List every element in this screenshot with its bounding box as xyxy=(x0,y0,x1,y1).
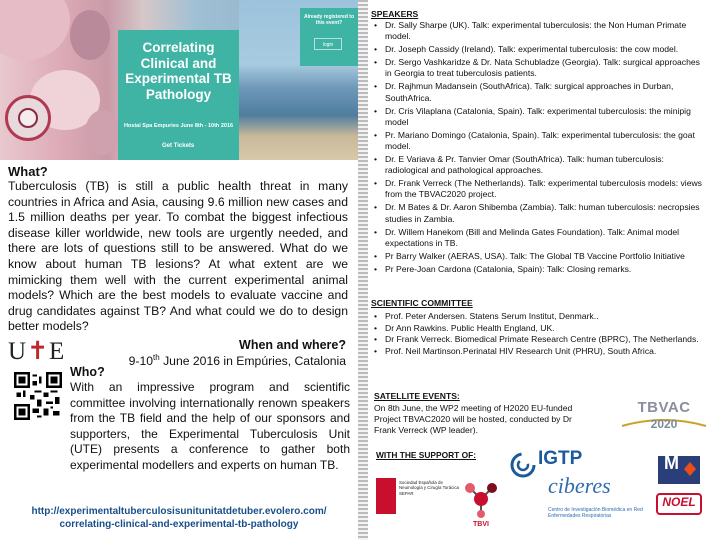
speaker-item: • Dr. Sergo Vashkaridze & Dr. Nata Schubladze (Georgia). Talk: surgical approaches in Georgia to treat tuberculosis patients. xyxy=(368,57,708,79)
when-heading: When and where? xyxy=(239,338,346,352)
left-panel xyxy=(0,0,358,540)
support-heading: WITH THE SUPPORT OF: xyxy=(376,450,477,460)
speaker-item: • Dr. Frank Verreck (The Netherlands). Talk: experimental tuberculosis models: views from the TBVAC2020 project. xyxy=(368,178,708,200)
event-ad-box xyxy=(118,30,239,160)
ciberes-logo xyxy=(548,473,648,524)
histology-blob xyxy=(85,110,120,155)
ute-cross-icon: ✝ xyxy=(27,338,50,365)
noel-text: NOEL xyxy=(662,495,696,509)
tbvac-year: 2020 xyxy=(650,417,678,431)
speaker-item: • Dr. E Variava & Pr. Tanvier Omar (SouthAfrica). Talk: human tuberculosis: radiological and pathological approaches. xyxy=(368,154,708,176)
speaker-item: • Dr. Joseph Cassidy (Ireland). Talk: experimental tuberculosis: the cow model. xyxy=(368,44,708,55)
committee-heading: SCIENTIFIC COMMITTEE xyxy=(371,298,473,308)
right-panel xyxy=(368,0,720,540)
ute-logo xyxy=(8,336,65,366)
ciberes-subtitle: Centro de Investigación Biomédica en Red Enfermedades Respiratorias xyxy=(548,507,643,519)
qr-code-icon[interactable] xyxy=(14,372,62,420)
date-location: June 2016 in Empúries, Catalonia xyxy=(159,354,346,369)
ute-letter-e: E xyxy=(49,338,66,365)
speaker-item: • Pr Barry Walker (AERAS, USA). Talk: The Global TB Vaccine Portfolio Initiative xyxy=(368,251,708,262)
speaker-item: • Pr. Mariano Domingo (Catalonia, Spain). Talk: experimental tuberculosis: the goat model. xyxy=(368,130,708,152)
igtp-text: IGTP xyxy=(538,448,583,469)
panel-divider xyxy=(358,0,368,540)
who-paragraph: With an impressive program and scientific committee involving internationally renown speakers from the TB field and the help of our sponsors and supporters, the Experimental Tuberculosis Unit (UTE) presents a conference to gather both experimental modellers and experts on human TB. xyxy=(70,380,350,472)
committee-member-item: • Dr Frank Verreck. Biomedical Primate Research Centre (BPRC), The Netherlands. xyxy=(368,334,708,345)
what-heading: What? xyxy=(8,164,48,179)
m-logo-text: M xyxy=(664,453,679,473)
speaker-item: • Dr. Rajhmun Madansein (SouthAfrica). Talk: surgical approaches in Durban, SouthAfrica. xyxy=(368,81,708,103)
speakers-heading: SPEAKERS xyxy=(371,9,419,19)
separ-logo xyxy=(376,478,459,518)
speaker-item: • Dr. Willem Hanekom (Bill and Melinda Gates Foundation). Talk: Animal model expectations in TB. xyxy=(368,227,708,249)
registered-text: Already registered to this event? xyxy=(303,14,355,26)
committee-member-item: • Dr Ann Rawkins. Public Health England, UK. xyxy=(368,323,708,334)
committee-member-item: • Prof. Neil Martinson.Perinatal HIV Research Unit (PHRU), South Africa. xyxy=(368,346,708,357)
speakers-list xyxy=(368,20,708,277)
tbvi-text: TBVI xyxy=(473,521,489,528)
get-tickets-button[interactable]: Get Tickets xyxy=(162,143,195,149)
m-logo-leaf-icon xyxy=(684,462,696,476)
speaker-item: • Dr. M Bates & Dr. Aaron Shibemba (Zambia). Talk: human tuberculosis: necropsies studies in Zambia. xyxy=(368,202,708,224)
ute-letter-u: U xyxy=(8,338,28,365)
url-line-2[interactable]: correlating-clinical-and-experimental-tb-pathology xyxy=(59,519,299,530)
date-suffix: th xyxy=(153,353,160,362)
igtp-swirl-icon xyxy=(510,452,536,478)
login-button[interactable]: login xyxy=(314,38,342,50)
committee-member-item: • Prof. Peter Andersen. Statens Serum Institut, Denmark.. xyxy=(368,311,708,322)
event-dates: Hostal Spa Empuries June 8th - 10th 2016 xyxy=(123,123,234,129)
histology-blob xyxy=(70,10,110,60)
histology-blob xyxy=(0,0,70,60)
histology-vessel xyxy=(18,108,38,128)
ciberes-text: ciberes xyxy=(548,473,611,498)
speaker-item: • Pr Pere-Joan Cardona (Catalonia, Spain): Talk: Closing remarks. xyxy=(368,264,708,275)
m-sponsor-logo xyxy=(658,453,700,484)
tbvac-name: TBVAC xyxy=(637,399,691,416)
event-url-link[interactable] xyxy=(0,505,358,531)
tbvi-logo xyxy=(458,480,504,530)
committee-list xyxy=(368,311,708,357)
when-where-text xyxy=(129,353,346,368)
event-banner xyxy=(0,0,358,160)
date-days: 9-10 xyxy=(128,354,154,369)
who-heading: Who? xyxy=(70,365,105,379)
event-title: Correlating Clinical and Experimental TB Pathology xyxy=(125,40,232,102)
separ-mark-icon xyxy=(376,478,396,514)
speaker-item: • Dr. Cris Vilaplana (Catalonia, Spain). Talk: experimental tuberculosis: the minipig model xyxy=(368,106,708,128)
satellite-heading: SATELLITE EVENTS: xyxy=(374,391,460,401)
noel-logo xyxy=(656,493,702,515)
speaker-item: • Dr. Sally Sharpe (UK). Talk: experimental tuberculosis: the Non Human Primate model. xyxy=(368,20,708,42)
register-box xyxy=(300,8,358,66)
separ-text: Sociedad Española de Neumología y Cirugía Torácica SEPAR xyxy=(399,480,459,496)
tbvac2020-logo xyxy=(614,400,714,436)
url-line-1[interactable]: http://experimentaltuberculosisunitunitatdetuber.evolero.com/ xyxy=(31,506,327,517)
tbvi-molecule-icon xyxy=(464,480,498,518)
satellite-text: On 8th June, the WP2 meeting of H2020 EU-funded Project TBVAC2020 will be hosted, conducted by Dr Frank Verreck (WP leader). xyxy=(374,403,573,436)
what-paragraph: Tuberculosis (TB) is still a public health threat in many countries in Africa and Asia, causing 9.6 million new cases and 1.5 million deaths per year. To combat the biggest infectious disease killer worldwide, new tools are urgently needed, and there are lots of questions still to be answered. What do we know about human TB lesions? At what extent are we mimicking them well with the current experimental animal models? Which are the best models to evaluate vaccine and drug candidates against TB? And what could we do to design better models? xyxy=(8,179,348,334)
